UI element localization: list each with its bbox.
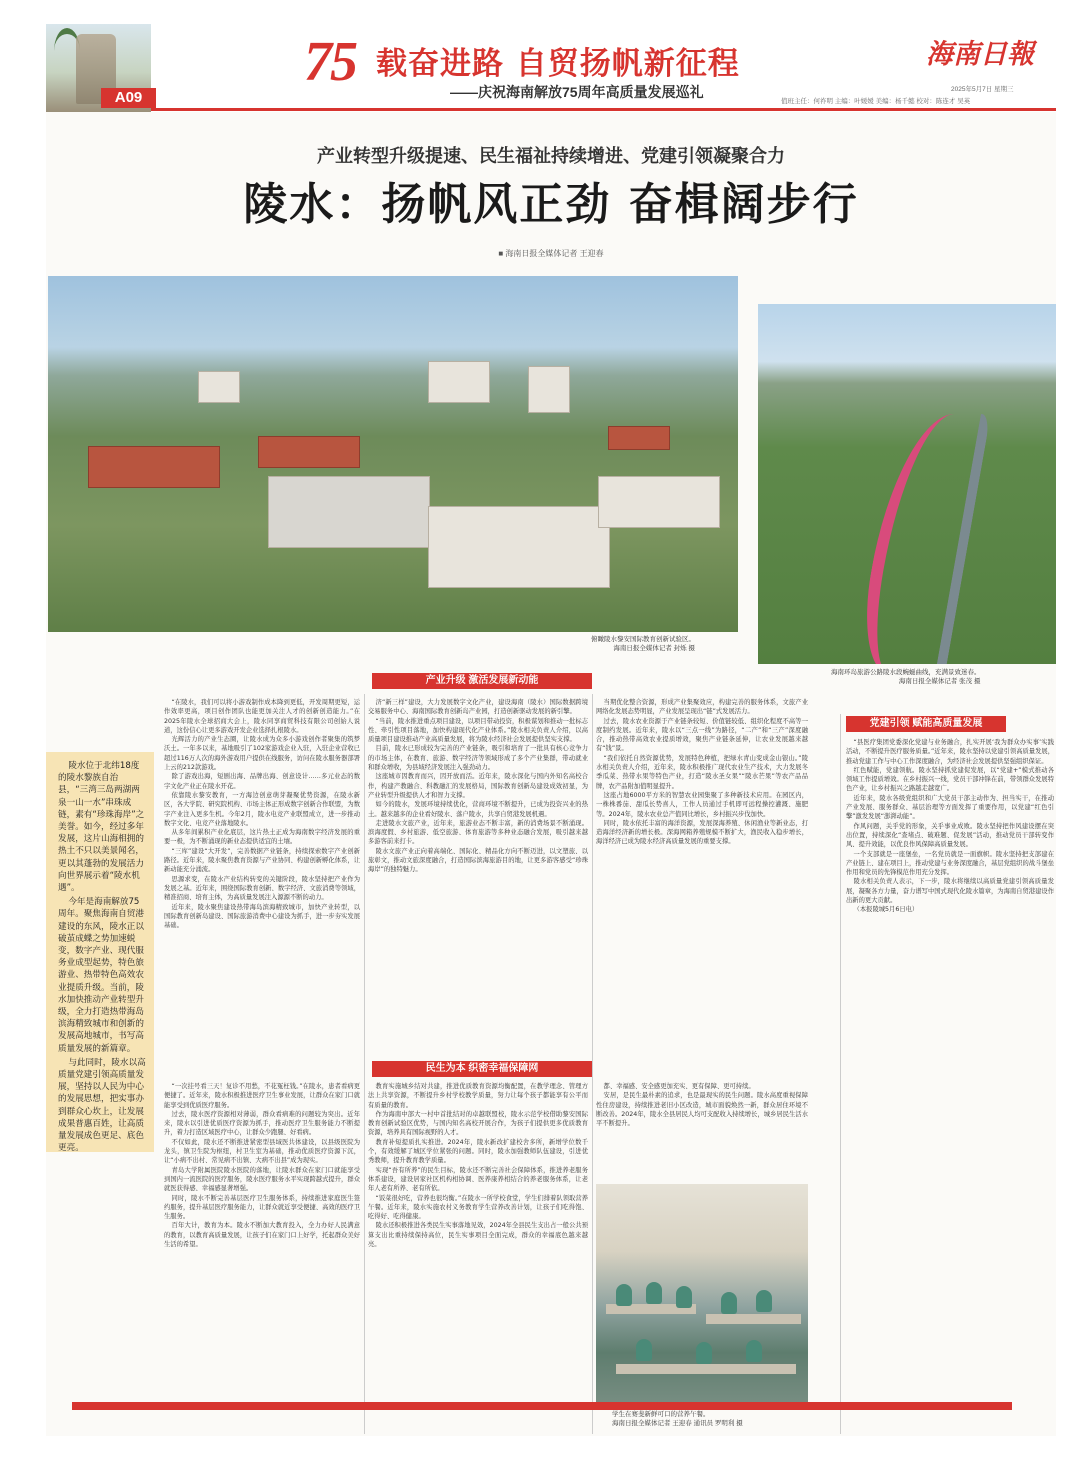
body-paragraph: 陵水还积极推进各类民生实事落地见效，2024年全县民生支出占一般公共预算支出比重持续保持高位，民生实事项目全面完成，群众的幸福底色越来越亮。 [368, 1222, 588, 1249]
intro-paragraph: 与此同时，陵水以高质量党建引领高质量发展，坚持以人民为中心的发展思想，把实事办到群众心坎上，让发展成果普惠百姓，让高质量发展成色更足、底色更亮。 [58, 1057, 146, 1154]
issue-date: 2025年5月7日 星期三 [951, 86, 1014, 93]
body-paragraph: 从多年间累积产业化底层，这片热土正成为海南数字经济发展的重要一极，为不断涌现的新业态提供适宜的土壤。 [164, 829, 360, 846]
page-header [46, 24, 1056, 112]
section-heading-party: 党建引领 赋能高质量发展 [846, 716, 1006, 732]
section-heading-livelihood: 民生为本 织密幸福保障网 [372, 1061, 592, 1077]
column-divider [840, 714, 841, 1434]
photo-coastal-road [758, 304, 1056, 664]
body-paragraph: 安居，是民生最朴素的追求，也是最现实的民生问题。陵水高度重视保障性住房建设，持续推进老旧小区改造，城市面貌焕然一新，群众居住环境不断改善。2024年，陵水全县居民人均可支配收入持续增长，城乡居民生活水平不断提升。 [596, 1092, 808, 1128]
building [88, 446, 220, 488]
building [598, 476, 720, 528]
photo-caption-3 [612, 1410, 743, 1428]
header-subtitle: ——庆祝海南解放75周年高质量发展巡礼 [450, 84, 704, 100]
caption-credit: 海南日报全媒体记者 封烁 摄 [613, 645, 695, 652]
body-paragraph: 青岛大学附属医院陵水医院的落地，让陵水群众在家门口就能享受到国内一流医院的医疗服务，陵水医疗服务水平实现跨越式提升，群众就医获得感、幸福感显著增强。 [164, 1166, 360, 1193]
body-paragraph: “饭菜很好吃，营养也很均衡。”在陵水一所学校食堂，学生们排着队领取营养午餐。近年来，陵水实施农村义务教育学生营养改善计划，让孩子们吃得饱、吃得好、吃得健康。 [368, 1194, 588, 1221]
body-column-e [368, 1082, 588, 1434]
building [428, 506, 610, 588]
page-number: A09 [101, 88, 156, 108]
body-column-b [368, 698, 588, 1050]
anniversary-number: 75 [304, 31, 356, 93]
body-paragraph: 过去，陵水农业资源于产业链条较短、价值链较低、组织化程度不高等一度制约发展。近年来，陵水以“三点一线”为路径，“二产”和“三产”深度融合，推动热带高效农业提质增效，聚焦产业链条延伸，让农业发展越来越有“钱”景。 [596, 717, 808, 753]
building [268, 476, 430, 548]
photo-caption-2 [831, 668, 981, 686]
body-paragraph: 当期优化整合资源，形成产业集聚效应，构建完善的服务体系，文旅产业网络化发展态势明显，产业发展呈现出“链”式发展活力。 [596, 699, 808, 716]
student [646, 1282, 662, 1304]
body-paragraph: 都、幸福感、安全感更加充实、更有保障、更可持续。 [603, 1083, 755, 1090]
body-paragraph: 思源求变，在陵水产业结构转变的关键阶段，陵水坚持把产业作为发展之基。近年来，围绕国际教育创新、数字经济、文旅消费等领域，精准招商、培育主体，为高质量发展注入源源不断的动力。 [164, 875, 360, 902]
newspaper-page [46, 24, 1056, 1436]
body-column-f [596, 1082, 808, 1182]
road-shape [853, 414, 991, 664]
body-paragraph: 近年来，陵水各级党组织和广大党员干部主动作为、担当实干，在推动产业发展、服务群众、基层治理等方面发挥了重要作用，以党建“红色引擎”激发发展“澎湃动能”。 [846, 794, 1054, 821]
body-paragraph: 济“新三样”建设，大力发展数字文化产业，建设海南（陵水）国际数据跨境交易服务中心、海南国际教育创新岛产业园，打造创新驱动发展的新引擎。 [368, 699, 588, 716]
header-rule [151, 108, 1056, 111]
editor-credits: 值班主任：何祚明 主编：叶媛媛 美编：杨千懿 校对：陈连才 吴英 [781, 98, 971, 105]
body-column-right [846, 738, 1054, 1428]
body-paragraph: “一次挂号看三天！复诊不用愁，不花冤枉钱。”在陵水，患者看病更便捷了。近年来，陵水积极推进医疗卫生事业发展，让群众在家门口就能享受到优质医疗服务。 [164, 1083, 360, 1109]
body-paragraph: 同时，陵水不断完善基层医疗卫生服务体系，持续推进家庭医生签约服务，提升基层医疗服务能力，让群众就近享受便捷、高效的医疗卫生服务。 [164, 1194, 360, 1221]
body-paragraph: 百年大计，教育为本。陵水不断加大教育投入，全力办好人民满意的教育，以教育高质量发展，让孩子们在家门口上好学，托起群众美好生活的希望。 [164, 1222, 360, 1249]
intro-paragraph: 陵水位于北纬18度的陵水黎族自治县，“三湾三岛两湖两泉一山一水”串珠成链，素有“珍珠海岸”之美誉。如今，经过多年发展，这片山海相拥的热土不只以美景闻名，更以其蓬勃的发展活力向世界展示着“陵水机遇”。 [58, 761, 145, 894]
building [528, 366, 570, 413]
body-paragraph: 实现“吾有所养”的民生目标，陵水还不断完善社会保障体系，推进养老服务体系建设，建设居家社区机构相协调、医养康养相结合的养老服务体系，让老年人老有所养、老有所依。 [368, 1166, 588, 1193]
body-paragraph: “当前，陵水推进重点项目建设，以项目带动投资，积极谋划和推动一批标志性、牵引性项目落地，加快构建现代化产业体系。”陵水相关负责人介绍，以高质量项目建设推动产业高质量发展，将为陵水经济社会发展提供坚实支撑。 [368, 717, 588, 744]
caption-text: 学生在赛斐新鲜可口的营养午餐。 [612, 1411, 710, 1418]
body-paragraph: 近年来，陵水聚焦建设热带海岛滨海精致城市，加快产业转型，以国际教育创新岛建设、国际旅游消费中心建设为抓手，进一步夯实发展基础。 [164, 903, 360, 930]
student [696, 1342, 712, 1364]
student [746, 1340, 762, 1362]
body-paragraph: 教育实施城乡结对共建，推进优质教育资源均衡配置，在教学理念、管理方法上共享资源，不断提升乡村学校教学质量，努力让每个孩子都能享有公平而有质量的教育。 [368, 1083, 588, 1109]
body-paragraph: 这座占地6000平方米的智慧农业园集聚了多种新技术应用。在园区内，一株株番茄、甜瓜长势喜人，工作人员通过手机即可远程操控灌溉、施肥等。2024年，陵水农业总产值同比增长，乡村振兴步伐加快。 [596, 791, 808, 818]
student [636, 1339, 652, 1361]
table [706, 1314, 801, 1324]
body-paragraph: 红色赋能，党建领航。陵水坚持抓党建促发展，以“党建+”模式推动各领域工作提质增效。在乡村振兴一线，党员干部冲锋在前，带领群众发展特色产业，让乡村振兴之路越走越宽广。 [846, 766, 1054, 793]
intro-box [46, 752, 154, 1152]
body-column-d [164, 1082, 360, 1434]
caption-credit: 海南日报全媒体记者 张茂 摄 [898, 678, 981, 685]
photo-aerial-campus [48, 276, 738, 632]
article-kicker: 产业转型升级提速、民生福祉持续增进、党建引领凝聚合力 [317, 146, 785, 167]
body-paragraph: 依靠陵水黎安教育，一方海边创意萌芽凝聚优势资源，在陵水新区，各大学院、研究院机构、市场主体正形成数字创新合作联盟，为数字产业注入更多生机。今年2月，陵水电竞产业联盟成立，进一步推动数字文化、电竞产业落地陵水。 [164, 791, 360, 827]
body-paragraph: “我们依托自然资源优势，发展特色种植，把绿水青山变成金山银山。”陵水相关负责人介绍，近年来，陵水积极推广现代农业生产技术，大力发展冬季瓜菜、热带水果等特色产业，打造“陵水圣女果”“陵水芒果”等农产品品牌，农产品附加值明显提升。 [596, 754, 808, 790]
body-paragraph: 除了游戏出海，短剧出海、品牌出海、创意设计……多元业态的数字文化产业正在陵水开花。 [164, 773, 360, 790]
student [616, 1284, 632, 1306]
caption-text: 海南环岛旅游公路陵水段蜿蜒曲线，充满景致迷春。 [831, 669, 981, 676]
student [676, 1286, 692, 1308]
student [721, 1292, 737, 1314]
body-paragraph: （本报陵城5月6日电） [853, 906, 919, 914]
article-byline: ■ 海南日报全媒体记者 王迎春 [498, 249, 604, 258]
body-paragraph: 这座城市因教育而兴，因开放而活。近年来，陵水深化与国内外知名高校合作，构建产教融合、科教融汇的发展格局，国际教育创新岛建设成效初显，为产业转型升级提供人才和智力支撑。 [368, 773, 588, 799]
body-paragraph: 光辉活力的产业生态圈，让陵水成为众多小游戏创作者聚集的筑梦沃土。一年多以来，基地吸引了102家游戏企业入驻，入驻企业营收已超过116万人次的海外游戏用户提供在线服务，访问在陵水服务器部署上云的212款游戏。 [164, 736, 360, 772]
body-paragraph: 目前，陵水已形成较为完善的产业链条，吸引和培育了一批具有核心竞争力的市场主体，在教育、旅游、数字经济等领域形成了多个产业集群，带动就业和群众增收，为县域经济发展注入强劲动力。 [368, 745, 588, 772]
body-column-a [164, 698, 360, 1050]
body-paragraph: “县医疗集团党委深化党建与业务融合，扎实开展‘我为群众办实事’实践活动，不断提升医疗服务质量。”近年来，陵水坚持以党建引领高质量发展，推动党建工作与中心工作深度融合，为经济社会发展提供坚强组织保证。 [846, 739, 1054, 765]
body-paragraph: 作风问题，关乎党的形象，关乎事业成败。陵水坚持把作风建设摆在突出位置，持续深化“查堵点、破难题、促发展”活动，推动党员干部转变作风、提升效能，以优良作风保障高质量发展。 [846, 822, 1054, 849]
body-paragraph: 作为海南中部大一村中首批结对的卓越联盟校，陵水示范学校借助黎安国际教育创新试验区优势，与国内知名高校开展合作，为孩子们提供更多优质教育资源，培养具有国际视野的人才。 [368, 1110, 588, 1137]
body-paragraph: 同时，陵水依托丰富的海洋资源，发展深海养殖、休闲渔业等新业态，打造海洋经济新的增长极。深海网箱养殖规模不断扩大，渔民收入稳步增长，海洋经济已成为陵水经济高质量发展的重要支撑。 [596, 819, 808, 846]
body-column-c [596, 698, 808, 1098]
body-paragraph: 教育补短提质扎实推进。2024年，陵水新改扩建校舍多所，新增学位数千个，有效缓解了城区学位紧张的问题。同时，陵水加强教师队伍建设，引进优秀教师，提升教育教学质量。 [368, 1138, 588, 1165]
footer-bar [72, 1402, 1012, 1410]
body-paragraph: 不仅如此，陵水还不断推进紧密型县域医共体建设，以县级医院为龙头，镇卫生院为枢纽，村卫生室为基础，推动优质医疗资源下沉，让“小病不出村、常见病不出镇、大病不出县”成为现实。 [164, 1138, 360, 1165]
body-paragraph: “三库”建设“大开发”，完善数据产业链条，持续探索数字产业创新路径。近年来，陵水聚焦教育资源与产业协同、构建创新孵化体系，让新动能充分涌流。 [164, 847, 360, 874]
table [616, 1364, 796, 1374]
photo-school-lunch [596, 1184, 808, 1409]
body-paragraph: 如今的陵水，发展环境持续优化，营商环境不断提升，已成为投资兴业的热土。越来越多的企业看好陵水、落户陵水，共享自贸港发展机遇。 [368, 801, 588, 818]
caption-credit: 海南日报全媒体记者 王迎春 通讯员 罗明利 摄 [612, 1420, 743, 1427]
header-title: 载奋进路 自贸扬帆新征程 [376, 46, 740, 82]
building [608, 426, 670, 450]
column-divider [592, 694, 593, 1434]
body-paragraph: 陵水相关负责人表示，下一步，陵水将继续以高质量党建引领高质量发展，凝聚各方力量，奋力谱写中国式现代化陵水篇章，为海南自贸港建设作出新的更大贡献。 [846, 878, 1054, 905]
building [258, 436, 360, 468]
body-paragraph: 过去，陵水医疗资源相对薄弱，群众看病难的问题较为突出。近年来，陵水以引进优质医疗资源为抓手，推动医疗卫生服务能力不断提升，着力打造区域医疗中心，让群众少跑腿、好看病。 [164, 1110, 360, 1137]
caption-text: 俯瞰陵水黎安国际教育创新试验区。 [591, 636, 695, 643]
building [198, 371, 240, 403]
article-headline: 陵水：扬帆风正劲 奋楫阔步行 [243, 179, 859, 230]
body-paragraph: “在陵水，我们可以将小游戏制作成本降到更低，开发周期更短，运作效率更高，项目创作团队也能更加关注人才的创新创造能力。”在2025年陵水全球招商大会上，陵水同享商贸科技有限公司创始人说道，这份信心让更多游戏开发企业选择扎根陵水。 [164, 699, 360, 734]
body-paragraph: 走进陵水文旅产业，近年来，旅游业态不断丰富，新的消费场景不断涌现。滨海度假、乡村旅游、低空旅游、体育旅游等多种业态融合发展，吸引越来越多游客前来打卡。 [368, 819, 588, 846]
building [428, 361, 490, 403]
body-paragraph: 一个支部就是一座堡垒，一名党员就是一面旗帜。陵水坚持把支部建在产业链上、建在项目上，推动党建与业务深度融合，基层党组织的战斗堡垒作用和党员的先锋模范作用充分发挥。 [846, 850, 1054, 877]
intro-paragraph: 今年是海南解放75周年。聚焦海南自贸港建设的东风，陵水正以破茧成蝶之势加速蜕变，数字产业、现代服务业成型起势，特色旅游业、热带特色高效农业提质升级。当前，陵水加快推动产业转型升级，全力打造热带海岛滨海精致城市和创新的发展高地城市，书写高质量发展的新篇章。 [58, 897, 144, 1054]
section-heading-industry: 产业升级 激活发展新动能 [372, 673, 592, 689]
photo-caption-1 [591, 635, 695, 653]
column-divider [364, 694, 365, 1434]
masthead-logo: 海南日報 [926, 39, 1034, 70]
body-paragraph: 陵水文旅产业正向着高端化、国际化、精品化方向不断迈进，以文塑旅、以旅彰文，推动文旅深度融合，打造国际滨海旅游目的地，让更多游客感受“珍珠海岸”的独特魅力。 [368, 847, 588, 874]
student [756, 1290, 772, 1312]
